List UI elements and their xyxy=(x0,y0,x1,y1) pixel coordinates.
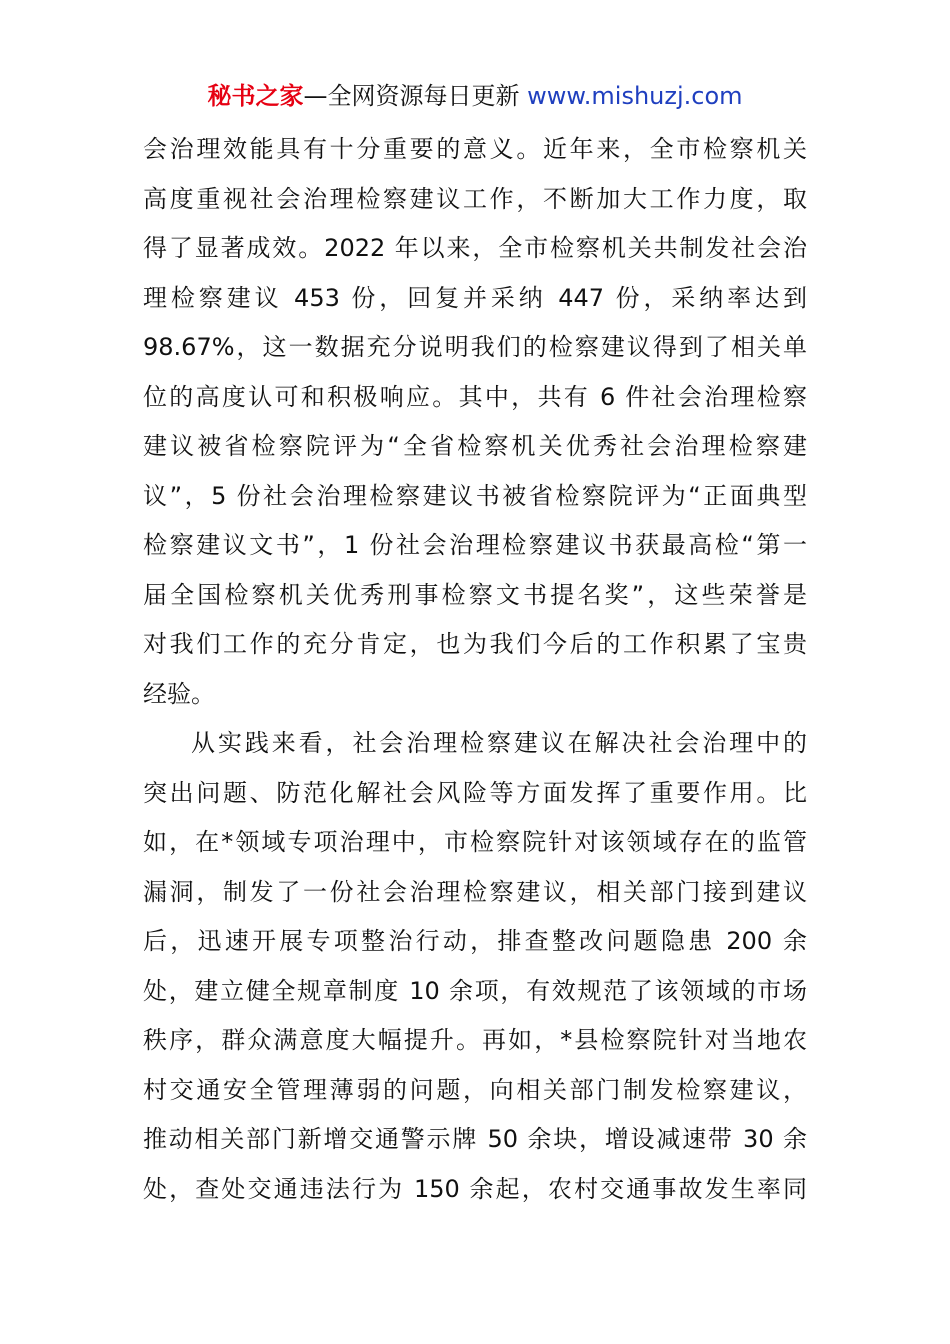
text-line: 届全国检察机关优秀刑事检察文书提名奖”，这些荣誉是 xyxy=(143,580,807,609)
text-line: 议”，5 份社会治理检察建议书被省检察院评为“正面典型 xyxy=(143,481,807,510)
text-line: 对我们工作的充分肯定，也为我们今后的工作积累了宝贵 xyxy=(143,630,807,658)
text-line: 后，迅速开展专项整治行动，排查整改问题隐患 200 余 xyxy=(143,927,807,955)
text-line: 推动相关部门新增交通警示牌 50 余块，增设减速带 30 余 xyxy=(143,1125,807,1153)
text-line: 处，建立健全规章制度 10 余项，有效规范了该领域的市场 xyxy=(143,976,807,1005)
text-line: 检察建议文书”，1 份社会治理检察建议书获最高检“第一 xyxy=(143,531,807,559)
text-line: 得了显著成效。2022 年以来，全市检察机关共制发社会治 xyxy=(143,234,807,262)
paragraph-2 xyxy=(143,719,807,1214)
text-line: 秩序，群众满意度大幅提升。再如，*县检察院针对当地农 xyxy=(143,1026,807,1054)
header-tagline: —全网资源每日更新 xyxy=(303,82,520,110)
text-line: 村交通安全管理薄弱的问题，向相关部门制发检察建议， xyxy=(143,1075,807,1104)
paragraph-1 xyxy=(143,125,807,719)
text-line: 会治理效能具有十分重要的意义。近年来，全市检察机关 xyxy=(143,135,807,163)
text-line: 理检察建议 453 份，回复并采纳 447 份，采纳率达到 xyxy=(143,283,807,312)
text-line: 98.67%，这一数据充分说明我们的检察建议得到了相关单 xyxy=(143,333,807,361)
site-header xyxy=(0,80,950,112)
site-url-link[interactable]: www.mishuzj.com xyxy=(527,82,743,110)
text-line: 如，在*领域专项治理中，市检察院针对该领域存在的监管 xyxy=(143,828,807,856)
text-line: 建议被省检察院评为“全省检察机关优秀社会治理检察建 xyxy=(143,432,807,460)
document-body xyxy=(143,125,807,1214)
brand-name: 秘书之家 xyxy=(207,82,304,110)
text-line: 从实践来看，社会治理检察建议在解决社会治理中的 xyxy=(191,729,807,757)
text-line: 经验。 xyxy=(143,679,215,708)
text-line: 漏洞，制发了一份社会治理检察建议，相关部门接到建议 xyxy=(143,877,807,906)
text-line: 处，查处交通违法行为 150 余起，农村交通事故发生率同 xyxy=(143,1174,807,1203)
text-line: 位的高度认可和积极响应。其中，共有 6 件社会治理检察 xyxy=(143,382,807,411)
text-line: 高度重视社会治理检察建议工作，不断加大工作力度，取 xyxy=(143,184,807,213)
text-line: 突出问题、防范化解社会风险等方面发挥了重要作用。比 xyxy=(143,778,807,807)
